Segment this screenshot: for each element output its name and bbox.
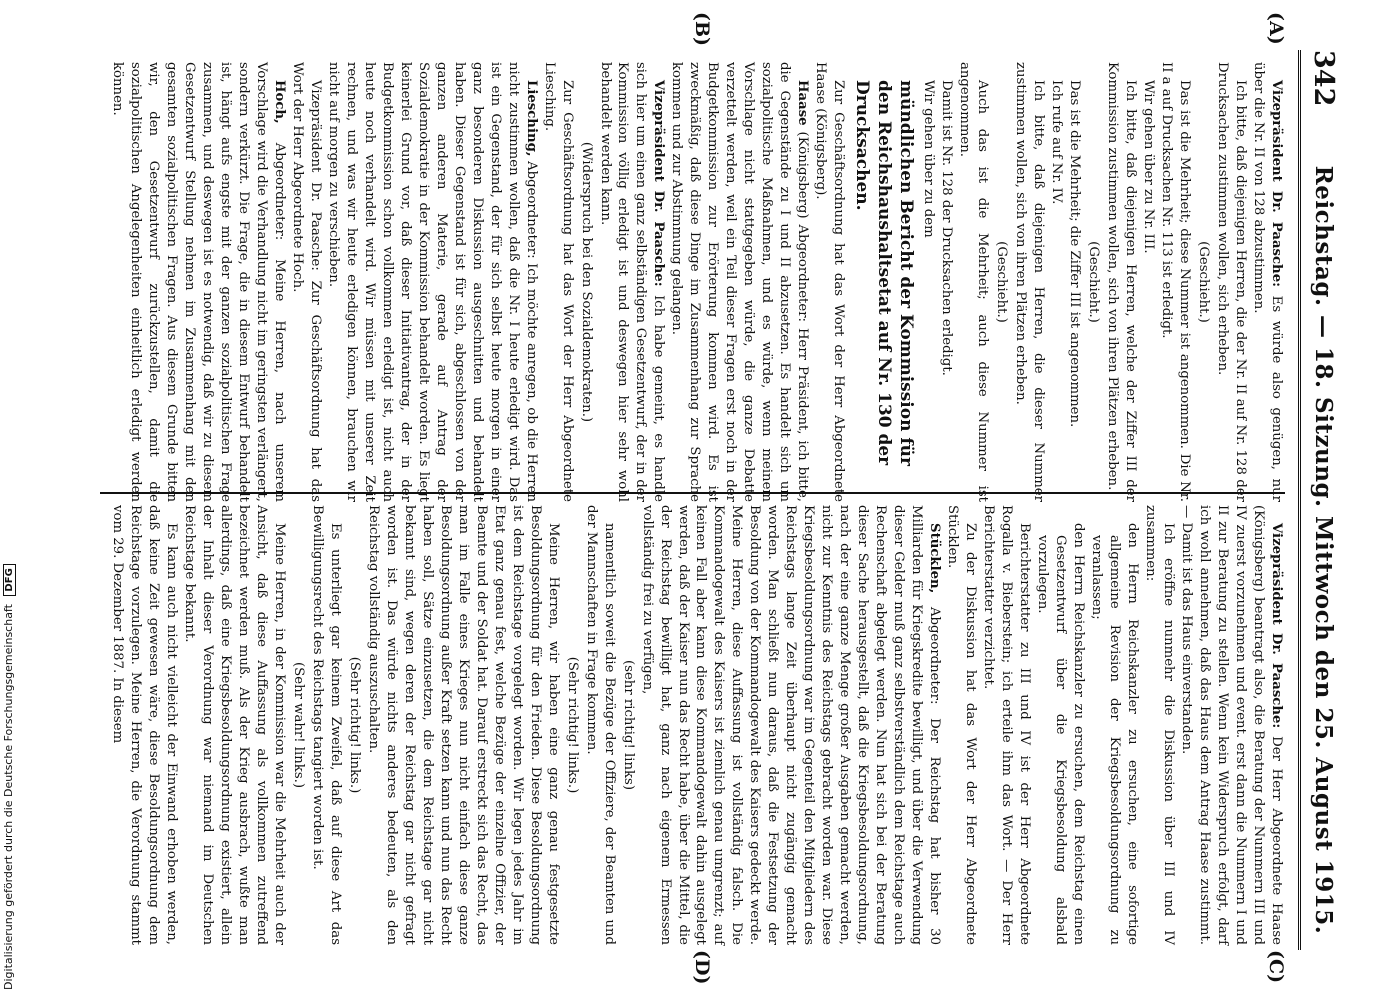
paragraph-text: mündlichen Bericht der Kommission für den Reichshaushaltsetat auf Nr. 130 der Drucksachen. bbox=[852, 80, 917, 466]
paragraph-text: den Herrn Reichskanzler zu ersuchen, eine sofortige allgemeine Revision der Kriegsbesoldungsordnung zu veranlassen; bbox=[1089, 523, 1141, 945]
paragraph bbox=[582, 505, 618, 945]
paragraph-text: Das ist die Mehrheit; diese Nummer ist angenommen. Die Nr. II a auf Drucksachen Nr. 113 ist erledigt. bbox=[1159, 62, 1193, 502]
paragraph-text: (Sehr wahr! links.) bbox=[290, 661, 306, 789]
paragraph bbox=[1141, 505, 1177, 945]
paragraph-text: Vizepräsident Dr. Paasche: Zur Geschäftsordnung hat das Wort der Herr Abgeordnete Hoch. bbox=[289, 62, 323, 502]
paragraph bbox=[1103, 62, 1139, 502]
right-column bbox=[108, 505, 1285, 945]
paragraph-text: Meine Herren, wir haben eine ganz genau festgesetzte Besoldungsordnung für den Frieden. Diese Besoldungsordnung ist dem Reichstage vorgelegt worden. Wir legen jedes Jahr im Etat ganz genau fest, welche Bezüge der einzelne Offizier, der Beamte und der Soldat hat. Darauf erstreckt sich das Recht, das man im Falle eines Krieges nun nicht einfach diese ganze Besoldungsordnung außer Kraft setzen kann und nun das Recht haben soll, Sätze einzusetzen, die dem Reichstage gar nicht bekannt sind, wegen deren der Reichstag gar nicht gefragt worden ist. Das würde nichts anderes bedeuten, als den Reichstag vollständig auszuschalten. bbox=[365, 505, 561, 945]
speaker-name: Vizepräsident Dr. Paasche: bbox=[1269, 80, 1284, 288]
paragraph-text: Wir gehen über zu dem bbox=[921, 80, 937, 238]
paragraph-text: den Herrn Reichskanzler zu ersuchen, dem Reichstag einen Gesetzentwurf über die Kriegsbesoldung alsbald vorzulegen. bbox=[1035, 523, 1087, 945]
paragraph bbox=[667, 62, 811, 502]
paragraph bbox=[1177, 505, 1285, 945]
funding-note bbox=[2, 564, 16, 990]
motion-text bbox=[1033, 505, 1087, 945]
paragraph bbox=[919, 62, 937, 502]
interjection bbox=[577, 62, 595, 502]
paragraph-text: Es unterliegt gar keinem Zweifel, daß auf diese Art das Bewilligungsrecht des Reichstags tangiert worden ist. bbox=[309, 505, 343, 945]
margin-marker-d: (D) bbox=[691, 950, 713, 985]
paragraph bbox=[1065, 62, 1083, 502]
paragraph-text: Ich bitte, daß diejenigen Herren, die der Nr. II auf Nr. 128 der Drucksachen zustimmen wollen, sich erheben. bbox=[1215, 62, 1249, 502]
paragraph-text: (Sehr richtig! links.) bbox=[346, 656, 362, 794]
page-number: 342 bbox=[1308, 50, 1339, 107]
margin-marker-c: (C) bbox=[1265, 950, 1287, 984]
paragraph-text: Abgeordneter: Ich möchte anregen, ob die Herren nicht zustimmen wollen, daß die Nr. I heute erledigt wird. Das ist ein Gegenstand, der für sich selbst heute morgen in einer ganz besonderen Diskussion ausgeschnitten und behandelt haben. Dieser Gegenstand ist für sich, abgeschlossen von der ganzen anderen Materie, gerade auf Antrag der Sozialdemokratie in der Kommission behandelt worden. Es liegt keinerlei Grund vor, daß dieser Initiativantrag, der in der Budgetkommission schon vollkommen erledigt ist, nicht auch heute noch verhandelt wird. Wir müssen mit unserer Zeit rechnen, und was wir heute erledigen können, brauchen wir nicht auf morgen zu verschieben. bbox=[325, 62, 539, 502]
paragraph-text: Damit ist Nr. 128 der Drucksachen erledigt. bbox=[939, 80, 955, 376]
interjection bbox=[1084, 62, 1102, 502]
speaker-name: Vizepräsident Dr. Paasche: bbox=[1269, 523, 1284, 729]
interjection bbox=[345, 505, 363, 945]
speaker-name: Vizepräsident Dr. Paasche: bbox=[651, 80, 667, 287]
paragraph-text: (Widerspruch bei den Sozialdemokraten.) bbox=[578, 141, 594, 423]
paragraph-text: Zur Geschäftsordnung hat das Wort der Herr Abgeordnete Liesching. bbox=[541, 62, 575, 502]
margin-marker-a: (A) bbox=[1265, 12, 1287, 45]
paragraph bbox=[979, 505, 1033, 945]
paragraph bbox=[943, 505, 979, 945]
paragraph-text: Der Herr Abgeordnete Haase (Königsberg) beantragt also, die Beratung der Nummern III und IV zuerst vorzunehmen und event. erst dann die Nummern I und II zur Beratung zu stellen. Wenn kein Widerspruch erfolgt, darf ich wohl annehmen, daß das Haus dem Antrag Haase zustimmt. — Damit ist das Haus einverstanden. bbox=[1179, 505, 1284, 945]
interjection bbox=[992, 62, 1010, 502]
header-rule bbox=[1298, 50, 1301, 950]
interjection bbox=[563, 505, 581, 945]
interjection bbox=[619, 505, 637, 945]
paragraph-text: Ich habe gemeint, es handle sich hier um einen ganz selbständigen Gesetzentwurf, der in der Kommission völlig erledigt ist und deswegen hier sehr wohl behandelt werden kann. bbox=[597, 62, 667, 502]
paragraph-text: Wir gehen über zu Nr. III. bbox=[1141, 80, 1157, 254]
paragraph bbox=[288, 62, 324, 502]
funding-text: Digitalisierung gefördert durch die Deutsche Forschungsgemeinschaft bbox=[2, 604, 15, 990]
paragraph bbox=[108, 505, 180, 945]
interjection bbox=[289, 505, 307, 945]
paragraph-text: Abgeordneter: Meine Herren, nach unserem Vorschlage wird die Verhandlung nicht im geringsten verlängert, sondern verkürzt. Die Frage, die in diesem Entwurf behandelt ist, hängt aufs engste mit der ganzen sozialpolitischen Frage zusammen, und deswegen ist es notwendig, daß wir zu diesem Gesetzentwurf Stellung nehmen im Zusammenhang mit den gesamten sozialpolitischen Fragen. Aus diesem Grunde bitten wir, den Gesetzentwurf zurückzustellen, damit die sozialpolitischen Angelegenheiten einheitlich erledigt werden können. bbox=[109, 62, 287, 502]
dfg-logo: DFG bbox=[3, 564, 16, 595]
paragraph-text: Abgeordneter: Der Reichstag hat bisher 30 Milliarden für Kriegskredite bewilligt, und über die Verwendung dieser Gelder muß ganz selbstverständlich dem Reichstage auch Rechenschaft abgelegt werden. Nun hat sich bei der Beratung dieser Sache herausgestellt, daß die Kriegsbesoldungsordnung, nach der eine ganze Menge großer Ausgaben gemacht werden, nicht zur Kenntnis des Reichstags gebracht worden war. Diese Kriegsbesoldungsordnung war im Gegenteil den Mitgliedern des Reichstags lange Zeit überhaupt nicht zugängig gemacht worden. Man schließt nun daraus, daß die Festsetzung der Besoldung von der Kommandogewalt des Kaisers gedeckt werde. Meine Herren, diese Auffassung ist vollständig falsch. Die Kommandogewalt des Kaisers ist ziemlich genau umgrenzt; auf keinen Fall aber kann diese Kommandogewalt dahin ausgelegt werden, daß der Kaiser nun das Recht habe, über die Mittel, die der Reichstag bewilligt hat, ganz nach eigenem Ermessen vollständig frei zu verfügen, bbox=[639, 505, 943, 945]
paragraph bbox=[638, 505, 944, 945]
paragraph-text: Meine Herren, in der Kommission war die Mehrheit auch der Ansicht, daß diese Auffassung als vollkommen zutreffend bezeichnet werden muß. Als der Krieg ausbrach, wußte man allerdings, daß eine Kriegsbesoldungsordnung existiert, allein der Inhalt dieser Verordnung war niemand im Deutschen Reichstage bekannt. bbox=[181, 505, 287, 945]
margin-marker-b: (B) bbox=[691, 12, 713, 47]
paragraph bbox=[180, 505, 288, 945]
speaker-name: Liesching, bbox=[523, 80, 539, 157]
paragraph-text: Ich bitte, daß diejenigen Herren, die dieser Nummer zustimmen wollen, sich von ihren Plätzen erheben. bbox=[1013, 62, 1047, 502]
paragraph-text: Auch das ist die Mehrheit; auch diese Nummer ist angenommen. bbox=[957, 62, 991, 502]
paragraph bbox=[1249, 62, 1285, 502]
paragraph-text: Zur Geschäftsordnung hat das Wort der Herr Abgeordnete Haase (Königsberg). bbox=[813, 62, 847, 502]
paragraph bbox=[108, 62, 288, 502]
speaker-name: Stücklen, bbox=[927, 523, 943, 594]
paragraph-text: (sehr richtig! links) bbox=[620, 659, 636, 790]
paragraph-text: Ich rufe auf Nr. IV. bbox=[1049, 80, 1065, 205]
paragraph-text: Das ist die Mehrheit; die Ziffer III ist angenommen. bbox=[1067, 80, 1083, 428]
paragraph-text: (Königsberg) Abgeordneter: Herr Präsident, ich bitte, die Gegenstände zu I und II abzusetzen. Es handelt sich um sozialpolitische Maßnahmen, und es würde, wenn meinem Vorschlage nicht stattgegeben würde, die ganze Debatte verzettelt werden, weil ein Teil dieser Fragen erst noch in der Budgetkommission zur Erörterung kommen wird. Es ist zweckmäßig, daß diese Dinge im Zusammenhang zur Sprache kommen und zur Abstimmung gelangen. bbox=[669, 62, 811, 502]
motion-text bbox=[1087, 505, 1141, 945]
paragraph-text: Berichterstatter zu III und IV ist der Herr Abgeordnete Rogalla v. Bieberstein; ich erteile ihm das Wort. — Der Herr Berichterstatter verzichtet. bbox=[981, 505, 1033, 945]
column-divider bbox=[100, 492, 1285, 494]
paragraph-text: (Sehr richtig! links.) bbox=[564, 656, 580, 794]
paragraph bbox=[596, 62, 668, 502]
interjection bbox=[1194, 62, 1212, 502]
paragraph bbox=[1139, 62, 1157, 502]
paragraph-text: Es kann auch nicht vielleicht der Einwand erhoben werden, daß keine Zeit gewesen wäre, diese Besoldungsordnung dem Reichstage vorzulegen. Meine Herren, die Verordnung stammt vom 29. Dezember 1887. In diesem bbox=[110, 505, 179, 945]
paragraph bbox=[811, 62, 847, 502]
speaker-name: Hoch, bbox=[271, 80, 287, 124]
paragraph-text: namentlich soweit die Bezüge der Offiziere, der Beamten und der Mannschaften in Frage kommen. bbox=[583, 505, 617, 945]
paragraph bbox=[540, 62, 576, 502]
paragraph-text: (Geschieht.) bbox=[994, 241, 1010, 323]
paragraph-text: Ich eröffne nunmehr die Diskussion über III und IV zusammen: bbox=[1143, 505, 1177, 945]
paragraph bbox=[1157, 62, 1193, 502]
paragraph bbox=[324, 62, 540, 502]
speaker-name: Haase bbox=[795, 80, 811, 126]
paragraph bbox=[364, 505, 562, 945]
paragraph bbox=[955, 62, 991, 502]
paragraph bbox=[937, 62, 955, 502]
paragraph bbox=[1047, 62, 1065, 502]
paragraph-text: Es würde also genügen, nur über die Nr. II von 128 abzustimmen. bbox=[1251, 62, 1284, 502]
paragraph bbox=[1213, 62, 1249, 502]
agenda-heading bbox=[851, 80, 917, 502]
running-header bbox=[1297, 50, 1345, 950]
paragraph-text: (Geschieht.) bbox=[1196, 241, 1212, 323]
paragraph-text: (Geschieht.) bbox=[1086, 241, 1102, 323]
paragraph bbox=[308, 505, 344, 945]
left-column bbox=[108, 62, 1285, 502]
paragraph-text: Zu der Diskussion hat das Wort der Herr Abgeordnete Stücklen. bbox=[945, 505, 979, 945]
page-title: Reichstag. — 18. Sitzung. Mittwoch den 25. August 1915. bbox=[1310, 165, 1337, 935]
paragraph bbox=[1011, 62, 1047, 502]
paragraph-text: Ich bitte, daß diejenigen Herren, welche der Ziffer III der Kommission zustimmen wollen, sich von ihren Plätzen erheben. bbox=[1105, 62, 1139, 502]
